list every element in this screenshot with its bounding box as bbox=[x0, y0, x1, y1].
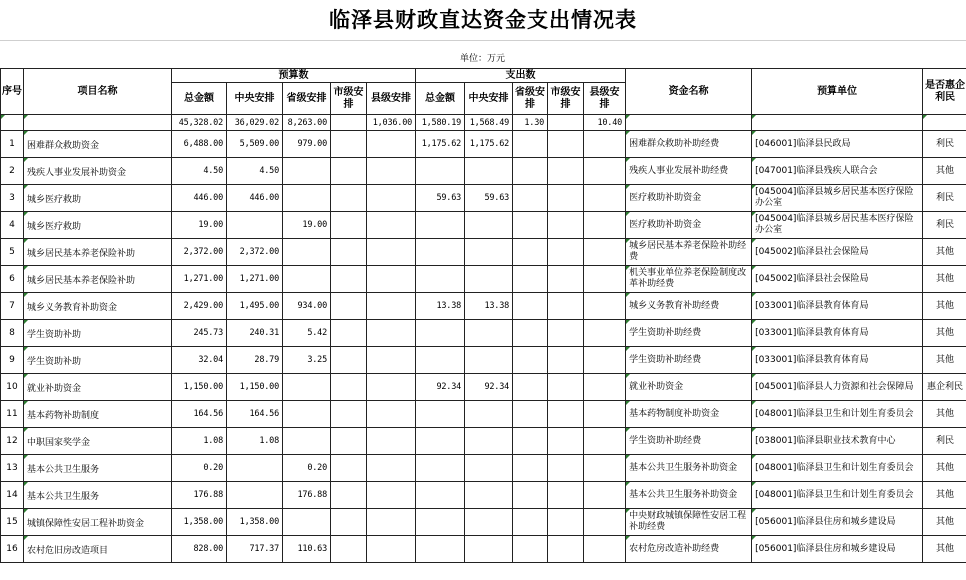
table-row bbox=[1, 374, 966, 401]
cell-spend-county[interactable] bbox=[584, 185, 626, 212]
cell-budget-county[interactable] bbox=[367, 131, 416, 158]
header-budget-group[interactable]: 预算数 bbox=[172, 69, 416, 83]
cell-spend-city[interactable] bbox=[548, 293, 584, 320]
total-spend-county[interactable]: 10.40 bbox=[584, 115, 626, 131]
cell-budget-total[interactable]: 1.08 bbox=[172, 428, 227, 455]
cell-project[interactable]: 城乡医疗救助 bbox=[24, 212, 172, 239]
cell-seq[interactable]: 12 bbox=[1, 428, 24, 455]
totals-project-cell[interactable] bbox=[24, 115, 172, 131]
cell-budget-central[interactable]: 240.31 bbox=[227, 320, 283, 347]
cell-spend-province[interactable] bbox=[513, 347, 548, 374]
cell-budget-unit[interactable]: [056001]临泽县住房和城乡建设局 bbox=[752, 509, 923, 536]
total-budget-central[interactable]: 36,029.02 bbox=[227, 115, 283, 131]
cell-project[interactable]: 基本公共卫生服务 bbox=[24, 455, 172, 482]
cell-budget-central[interactable]: 2,372.00 bbox=[227, 239, 283, 266]
cell-project[interactable]: 基本公共卫生服务 bbox=[24, 482, 172, 509]
cell-spend-total[interactable]: 92.34 bbox=[416, 374, 465, 401]
cell-benefit[interactable]: 其他 bbox=[923, 455, 966, 482]
cell-spend-central[interactable] bbox=[465, 320, 513, 347]
total-spend-city[interactable] bbox=[548, 115, 584, 131]
cell-budget-central[interactable]: 1,495.00 bbox=[227, 293, 283, 320]
cell-benefit[interactable]: 利民 bbox=[923, 212, 966, 239]
cell-spend-central[interactable]: 1,175.62 bbox=[465, 131, 513, 158]
cell-benefit[interactable]: 利民 bbox=[923, 185, 966, 212]
cell-project[interactable]: 基本药物补助制度 bbox=[24, 401, 172, 428]
cell-budget-province[interactable] bbox=[283, 158, 331, 185]
cell-budget-unit[interactable]: [056001]临泽县住房和城乡建设局 bbox=[752, 536, 923, 563]
cell-spend-city[interactable] bbox=[548, 185, 584, 212]
cell-budget-province[interactable]: 3.25 bbox=[283, 347, 331, 374]
cell-budget-central[interactable]: 1.08 bbox=[227, 428, 283, 455]
header-spend-city[interactable]: 市级安排 bbox=[548, 83, 584, 115]
cell-project[interactable]: 城镇保障性安居工程补助资金 bbox=[24, 509, 172, 536]
table-row bbox=[1, 536, 966, 563]
cell-spend-central[interactable]: 92.34 bbox=[465, 374, 513, 401]
cell-seq[interactable]: 9 bbox=[1, 347, 24, 374]
cell-budget-total[interactable]: 6,488.00 bbox=[172, 131, 227, 158]
cell-budget-province[interactable] bbox=[283, 428, 331, 455]
cell-spend-province[interactable] bbox=[513, 293, 548, 320]
cell-fund-name[interactable]: 医疗救助补助资金 bbox=[626, 185, 752, 212]
cell-spend-total[interactable] bbox=[416, 401, 465, 428]
total-budget-total[interactable]: 45,328.02 bbox=[172, 115, 227, 131]
table-row bbox=[1, 320, 966, 347]
cell-spend-city[interactable] bbox=[548, 536, 584, 563]
cell-fund-name[interactable]: 机关事业单位养老保险制度改革补助经费 bbox=[626, 266, 752, 293]
cell-spend-city[interactable] bbox=[548, 320, 584, 347]
cell-spend-total[interactable] bbox=[416, 509, 465, 536]
cell-budget-total[interactable]: 446.00 bbox=[172, 185, 227, 212]
cell-benefit[interactable]: 其他 bbox=[923, 266, 966, 293]
cell-spend-county[interactable] bbox=[584, 293, 626, 320]
cell-budget-province[interactable]: 110.63 bbox=[283, 536, 331, 563]
cell-budget-central[interactable]: 4.50 bbox=[227, 158, 283, 185]
cell-spend-county[interactable] bbox=[584, 347, 626, 374]
cell-project[interactable]: 学生资助补助 bbox=[24, 347, 172, 374]
cell-benefit[interactable]: 其他 bbox=[923, 401, 966, 428]
cell-project[interactable]: 城乡医疗救助 bbox=[24, 185, 172, 212]
cell-project[interactable]: 城乡义务教育补助资金 bbox=[24, 293, 172, 320]
cell-spend-province[interactable] bbox=[513, 536, 548, 563]
table-row bbox=[1, 185, 966, 212]
cell-spend-city[interactable] bbox=[548, 347, 584, 374]
cell-spend-city[interactable] bbox=[548, 374, 584, 401]
total-spend-province[interactable]: 1.30 bbox=[513, 115, 548, 131]
cell-budget-province[interactable]: 5.42 bbox=[283, 320, 331, 347]
cell-budget-unit[interactable]: [045004]临泽县城乡居民基本医疗保险办公室 bbox=[752, 185, 923, 212]
cell-spend-city[interactable] bbox=[548, 509, 584, 536]
cell-budget-central[interactable]: 1,271.00 bbox=[227, 266, 283, 293]
header-budget-central[interactable]: 中央安排 bbox=[227, 83, 283, 115]
table-row bbox=[1, 455, 966, 482]
header-budget-city[interactable]: 市级安排 bbox=[331, 83, 367, 115]
cell-spend-total[interactable] bbox=[416, 239, 465, 266]
cell-spend-central[interactable] bbox=[465, 455, 513, 482]
cell-budget-province[interactable] bbox=[283, 401, 331, 428]
cell-fund-name[interactable]: 中央财政城镇保障性安居工程补助经费 bbox=[626, 509, 752, 536]
cell-budget-central[interactable]: 164.56 bbox=[227, 401, 283, 428]
table-row bbox=[1, 509, 966, 536]
cell-project[interactable]: 城乡居民基本养老保险补助 bbox=[24, 266, 172, 293]
table-row bbox=[1, 293, 966, 320]
table-row bbox=[1, 131, 966, 158]
header-seq[interactable]: 序号 bbox=[1, 69, 24, 115]
cell-budget-province[interactable] bbox=[283, 185, 331, 212]
header-project[interactable]: 项目名称 bbox=[24, 69, 172, 115]
cell-budget-county[interactable] bbox=[367, 347, 416, 374]
cell-seq[interactable]: 15 bbox=[1, 509, 24, 536]
cell-spend-total[interactable] bbox=[416, 482, 465, 509]
cell-budget-province[interactable]: 19.00 bbox=[283, 212, 331, 239]
header-row-1 bbox=[1, 69, 966, 83]
cell-spend-province[interactable] bbox=[513, 374, 548, 401]
cell-budget-city[interactable] bbox=[331, 455, 367, 482]
cell-seq[interactable]: 13 bbox=[1, 455, 24, 482]
cell-budget-total[interactable]: 2,372.00 bbox=[172, 239, 227, 266]
cell-spend-total[interactable] bbox=[416, 266, 465, 293]
cell-fund-name[interactable]: 基本公共卫生服务补助资金 bbox=[626, 455, 752, 482]
cell-benefit[interactable]: 惠企利民 bbox=[923, 374, 966, 401]
cell-project[interactable]: 残疾人事业发展补助资金 bbox=[24, 158, 172, 185]
header-benefit[interactable]: 是否惠企利民 bbox=[923, 69, 966, 115]
totals-unit-cell[interactable] bbox=[752, 115, 923, 131]
spreadsheet[interactable] bbox=[0, 68, 966, 580]
cell-budget-total[interactable]: 1,150.00 bbox=[172, 374, 227, 401]
cell-project[interactable]: 中职国家奖学金 bbox=[24, 428, 172, 455]
header-budget-county[interactable]: 县级安排 bbox=[367, 83, 416, 115]
cell-spend-city[interactable] bbox=[548, 158, 584, 185]
cell-budget-unit[interactable]: [047001]临泽县残疾人联合会 bbox=[752, 158, 923, 185]
cell-budget-city[interactable] bbox=[331, 131, 367, 158]
cell-budget-province[interactable] bbox=[283, 239, 331, 266]
cell-budget-city[interactable] bbox=[331, 293, 367, 320]
cell-spend-total[interactable]: 59.63 bbox=[416, 185, 465, 212]
cell-fund-name[interactable]: 医疗救助补助资金 bbox=[626, 212, 752, 239]
header-budget-unit[interactable]: 预算单位 bbox=[752, 69, 923, 115]
cell-spend-city[interactable] bbox=[548, 428, 584, 455]
totals-row bbox=[1, 115, 966, 131]
cell-budget-city[interactable] bbox=[331, 509, 367, 536]
page-title: 临泽县财政直达资金支出情况表 bbox=[329, 7, 637, 32]
cell-spend-province[interactable] bbox=[513, 401, 548, 428]
cell-budget-unit[interactable]: [048001]临泽县卫生和计划生育委员会 bbox=[752, 482, 923, 509]
cell-budget-city[interactable] bbox=[331, 428, 367, 455]
table-body bbox=[1, 131, 966, 563]
table-row bbox=[1, 482, 966, 509]
cell-spend-province[interactable] bbox=[513, 455, 548, 482]
cell-spend-city[interactable] bbox=[548, 212, 584, 239]
cell-spend-city[interactable] bbox=[548, 482, 584, 509]
cell-budget-county[interactable] bbox=[367, 374, 416, 401]
cell-budget-unit[interactable]: [045002]临泽县社会保险局 bbox=[752, 266, 923, 293]
cell-spend-province[interactable] bbox=[513, 212, 548, 239]
total-budget-county[interactable]: 1,036.00 bbox=[367, 115, 416, 131]
cell-spend-county[interactable] bbox=[584, 158, 626, 185]
table-row bbox=[1, 347, 966, 374]
cell-fund-name[interactable]: 残疾人事业发展补助经费 bbox=[626, 158, 752, 185]
cell-budget-county[interactable] bbox=[367, 185, 416, 212]
cell-budget-county[interactable] bbox=[367, 536, 416, 563]
cell-budget-total[interactable]: 176.88 bbox=[172, 482, 227, 509]
cell-spend-central[interactable]: 13.38 bbox=[465, 293, 513, 320]
cell-spend-city[interactable] bbox=[548, 455, 584, 482]
cell-budget-total[interactable]: 1,358.00 bbox=[172, 509, 227, 536]
cell-budget-city[interactable] bbox=[331, 320, 367, 347]
cell-budget-central[interactable]: 1,150.00 bbox=[227, 374, 283, 401]
cell-budget-county[interactable] bbox=[367, 158, 416, 185]
cell-budget-city[interactable] bbox=[331, 185, 367, 212]
table-row bbox=[1, 158, 966, 185]
total-spend-central[interactable]: 1,568.49 bbox=[465, 115, 513, 131]
cell-project[interactable]: 农村危旧房改造项目 bbox=[24, 536, 172, 563]
table-row bbox=[1, 266, 966, 293]
cell-spend-total[interactable]: 1,175.62 bbox=[416, 131, 465, 158]
cell-fund-name[interactable]: 学生资助补助经费 bbox=[626, 347, 752, 374]
cell-seq[interactable]: 1 bbox=[1, 131, 24, 158]
cell-benefit[interactable]: 其他 bbox=[923, 239, 966, 266]
cell-budget-county[interactable] bbox=[367, 509, 416, 536]
cell-seq[interactable]: 5 bbox=[1, 239, 24, 266]
cell-fund-name[interactable]: 学生资助补助经费 bbox=[626, 320, 752, 347]
table-row bbox=[1, 401, 966, 428]
cell-budget-city[interactable] bbox=[331, 482, 367, 509]
cell-budget-total[interactable]: 19.00 bbox=[172, 212, 227, 239]
cell-seq[interactable]: 10 bbox=[1, 374, 24, 401]
cell-budget-central[interactable]: 5,509.00 bbox=[227, 131, 283, 158]
cell-spend-county[interactable] bbox=[584, 374, 626, 401]
cell-budget-city[interactable] bbox=[331, 158, 367, 185]
cell-fund-name[interactable]: 城乡义务教育补助经费 bbox=[626, 293, 752, 320]
cell-budget-unit[interactable]: [038001]临泽县职业技术教育中心 bbox=[752, 428, 923, 455]
cell-spend-county[interactable] bbox=[584, 536, 626, 563]
cell-budget-province[interactable]: 979.00 bbox=[283, 131, 331, 158]
cell-budget-county[interactable] bbox=[367, 428, 416, 455]
cell-benefit[interactable]: 利民 bbox=[923, 131, 966, 158]
cell-spend-county[interactable] bbox=[584, 320, 626, 347]
cell-budget-province[interactable] bbox=[283, 266, 331, 293]
cell-budget-unit[interactable]: [033001]临泽县教育体育局 bbox=[752, 293, 923, 320]
cell-spend-total[interactable] bbox=[416, 320, 465, 347]
cell-spend-central[interactable] bbox=[465, 347, 513, 374]
cell-budget-county[interactable] bbox=[367, 266, 416, 293]
cell-budget-county[interactable] bbox=[367, 212, 416, 239]
cell-spend-total[interactable] bbox=[416, 428, 465, 455]
cell-spend-central[interactable] bbox=[465, 536, 513, 563]
cell-spend-county[interactable] bbox=[584, 212, 626, 239]
cell-budget-province[interactable]: 0.20 bbox=[283, 455, 331, 482]
cell-spend-total[interactable] bbox=[416, 536, 465, 563]
cell-spend-city[interactable] bbox=[548, 131, 584, 158]
cell-budget-unit[interactable]: [033001]临泽县教育体育局 bbox=[752, 320, 923, 347]
cell-budget-unit[interactable]: [048001]临泽县卫生和计划生育委员会 bbox=[752, 401, 923, 428]
cell-spend-province[interactable] bbox=[513, 131, 548, 158]
cell-spend-central[interactable] bbox=[465, 158, 513, 185]
header-spend-county[interactable]: 县级安排 bbox=[584, 83, 626, 115]
cell-spend-province[interactable] bbox=[513, 185, 548, 212]
cell-budget-central[interactable]: 28.79 bbox=[227, 347, 283, 374]
cell-spend-total[interactable]: 13.38 bbox=[416, 293, 465, 320]
cell-benefit[interactable]: 其他 bbox=[923, 158, 966, 185]
cell-budget-county[interactable] bbox=[367, 401, 416, 428]
cell-spend-central[interactable] bbox=[465, 212, 513, 239]
cell-budget-central[interactable] bbox=[227, 482, 283, 509]
unit-label: 单位：万元 bbox=[460, 54, 506, 64]
table-row bbox=[1, 239, 966, 266]
cell-spend-county[interactable] bbox=[584, 482, 626, 509]
cell-benefit[interactable]: 其他 bbox=[923, 347, 966, 374]
cell-benefit[interactable]: 其他 bbox=[923, 482, 966, 509]
cell-project[interactable]: 学生资助补助 bbox=[24, 320, 172, 347]
cell-budget-city[interactable] bbox=[331, 374, 367, 401]
header-spend-central[interactable]: 中央安排 bbox=[465, 83, 513, 115]
cell-fund-name[interactable]: 基本公共卫生服务补助资金 bbox=[626, 482, 752, 509]
cell-project[interactable]: 城乡居民基本养老保险补助 bbox=[24, 239, 172, 266]
totals-benefit-cell[interactable] bbox=[923, 115, 966, 131]
total-spend-total[interactable]: 1,580.19 bbox=[416, 115, 465, 131]
cell-budget-unit[interactable]: [048001]临泽县卫生和计划生育委员会 bbox=[752, 455, 923, 482]
cell-spend-city[interactable] bbox=[548, 239, 584, 266]
cell-spend-central[interactable] bbox=[465, 482, 513, 509]
cell-seq[interactable]: 4 bbox=[1, 212, 24, 239]
header-fund-name[interactable]: 资金名称 bbox=[626, 69, 752, 115]
cell-budget-central[interactable]: 446.00 bbox=[227, 185, 283, 212]
cell-spend-central[interactable] bbox=[465, 509, 513, 536]
cell-fund-name[interactable]: 学生资助补助经费 bbox=[626, 428, 752, 455]
cell-seq[interactable]: 7 bbox=[1, 293, 24, 320]
cell-spend-total[interactable] bbox=[416, 347, 465, 374]
cell-fund-name[interactable]: 困难群众救助补助经费 bbox=[626, 131, 752, 158]
cell-spend-county[interactable] bbox=[584, 239, 626, 266]
cell-benefit[interactable]: 其他 bbox=[923, 320, 966, 347]
cell-seq[interactable]: 3 bbox=[1, 185, 24, 212]
header-budget-province[interactable]: 省级安排 bbox=[283, 83, 331, 115]
cell-budget-city[interactable] bbox=[331, 347, 367, 374]
cell-budget-unit[interactable]: [045004]临泽县城乡居民基本医疗保险办公室 bbox=[752, 212, 923, 239]
cell-budget-unit[interactable]: [045001]临泽县人力资源和社会保障局 bbox=[752, 374, 923, 401]
cell-budget-central[interactable] bbox=[227, 455, 283, 482]
cell-budget-total[interactable]: 2,429.00 bbox=[172, 293, 227, 320]
cell-spend-total[interactable] bbox=[416, 455, 465, 482]
cell-spend-central[interactable] bbox=[465, 239, 513, 266]
header-budget-total[interactable]: 总金额 bbox=[172, 83, 227, 115]
cell-budget-unit[interactable]: [045002]临泽县社会保险局 bbox=[752, 239, 923, 266]
cell-spend-total[interactable] bbox=[416, 158, 465, 185]
cell-spend-province[interactable] bbox=[513, 428, 548, 455]
cell-budget-county[interactable] bbox=[367, 482, 416, 509]
cell-budget-province[interactable]: 176.88 bbox=[283, 482, 331, 509]
cell-fund-name[interactable]: 农村危房改造补助经费 bbox=[626, 536, 752, 563]
cell-fund-name[interactable]: 就业补助资金 bbox=[626, 374, 752, 401]
cell-budget-total[interactable]: 1,271.00 bbox=[172, 266, 227, 293]
cell-budget-central[interactable] bbox=[227, 212, 283, 239]
cell-spend-central[interactable] bbox=[465, 401, 513, 428]
cell-project[interactable]: 就业补助资金 bbox=[24, 374, 172, 401]
cell-spend-province[interactable] bbox=[513, 482, 548, 509]
cell-seq[interactable]: 2 bbox=[1, 158, 24, 185]
header-spend-total[interactable]: 总金额 bbox=[416, 83, 465, 115]
expenditure-table bbox=[0, 68, 966, 563]
cell-spend-city[interactable] bbox=[548, 266, 584, 293]
table-row bbox=[1, 428, 966, 455]
cell-fund-name[interactable]: 城乡居民基本养老保险补助经费 bbox=[626, 239, 752, 266]
cell-spend-central[interactable] bbox=[465, 266, 513, 293]
cell-budget-province[interactable] bbox=[283, 509, 331, 536]
cell-spend-province[interactable] bbox=[513, 158, 548, 185]
cell-seq[interactable]: 14 bbox=[1, 482, 24, 509]
cell-budget-city[interactable] bbox=[331, 266, 367, 293]
table-row bbox=[1, 212, 966, 239]
cell-spend-city[interactable] bbox=[548, 401, 584, 428]
cell-budget-city[interactable] bbox=[331, 212, 367, 239]
cell-budget-city[interactable] bbox=[331, 239, 367, 266]
cell-budget-county[interactable] bbox=[367, 239, 416, 266]
cell-budget-unit[interactable]: [046001]临泽县民政局 bbox=[752, 131, 923, 158]
cell-spend-province[interactable] bbox=[513, 320, 548, 347]
totals-fund-cell[interactable] bbox=[626, 115, 752, 131]
cell-budget-city[interactable] bbox=[331, 401, 367, 428]
cell-spend-county[interactable] bbox=[584, 428, 626, 455]
total-budget-city[interactable] bbox=[331, 115, 367, 131]
total-budget-province[interactable]: 8,263.00 bbox=[283, 115, 331, 131]
cell-spend-province[interactable] bbox=[513, 239, 548, 266]
cell-benefit[interactable]: 其他 bbox=[923, 293, 966, 320]
title-divider bbox=[0, 40, 966, 41]
cell-spend-county[interactable] bbox=[584, 455, 626, 482]
totals-seq-cell[interactable] bbox=[1, 115, 24, 131]
cell-spend-total[interactable] bbox=[416, 212, 465, 239]
header-spend-group[interactable]: 支出数 bbox=[416, 69, 626, 83]
cell-budget-total[interactable]: 0.20 bbox=[172, 455, 227, 482]
cell-budget-total[interactable]: 32.04 bbox=[172, 347, 227, 374]
cell-seq[interactable]: 16 bbox=[1, 536, 24, 563]
cell-spend-county[interactable] bbox=[584, 509, 626, 536]
cell-spend-province[interactable] bbox=[513, 509, 548, 536]
cell-budget-total[interactable]: 245.73 bbox=[172, 320, 227, 347]
cell-spend-central[interactable]: 59.63 bbox=[465, 185, 513, 212]
cell-budget-total[interactable]: 4.50 bbox=[172, 158, 227, 185]
cell-fund-name[interactable]: 基本药物制度补助资金 bbox=[626, 401, 752, 428]
cell-spend-county[interactable] bbox=[584, 401, 626, 428]
cell-spend-province[interactable] bbox=[513, 266, 548, 293]
cell-benefit[interactable]: 利民 bbox=[923, 428, 966, 455]
cell-spend-central[interactable] bbox=[465, 428, 513, 455]
cell-benefit[interactable]: 其他 bbox=[923, 536, 966, 563]
cell-project[interactable]: 困难群众救助资金 bbox=[24, 131, 172, 158]
cell-budget-total[interactable]: 828.00 bbox=[172, 536, 227, 563]
header-spend-province[interactable]: 省级安排 bbox=[513, 83, 548, 115]
cell-budget-county[interactable] bbox=[367, 320, 416, 347]
cell-spend-county[interactable] bbox=[584, 131, 626, 158]
cell-seq[interactable]: 8 bbox=[1, 320, 24, 347]
cell-budget-central[interactable]: 717.37 bbox=[227, 536, 283, 563]
cell-budget-unit[interactable]: [033001]临泽县教育体育局 bbox=[752, 347, 923, 374]
cell-budget-county[interactable] bbox=[367, 293, 416, 320]
cell-budget-total[interactable]: 164.56 bbox=[172, 401, 227, 428]
cell-budget-province[interactable]: 934.00 bbox=[283, 293, 331, 320]
cell-seq[interactable]: 11 bbox=[1, 401, 24, 428]
cell-budget-province[interactable] bbox=[283, 374, 331, 401]
cell-seq[interactable]: 6 bbox=[1, 266, 24, 293]
cell-benefit[interactable]: 其他 bbox=[923, 509, 966, 536]
cell-budget-central[interactable]: 1,358.00 bbox=[227, 509, 283, 536]
cell-budget-city[interactable] bbox=[331, 536, 367, 563]
cell-budget-county[interactable] bbox=[367, 455, 416, 482]
cell-spend-county[interactable] bbox=[584, 266, 626, 293]
